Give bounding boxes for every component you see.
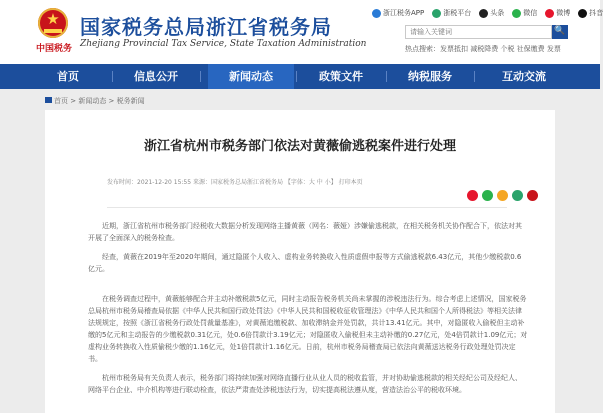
quick-link-weibo[interactable] — [545, 8, 570, 18]
app-icon — [372, 9, 381, 18]
quick-link-label: 浙税平台 — [443, 9, 472, 17]
nav-item-news[interactable]: 新闻动态 — [208, 64, 294, 89]
home-icon — [45, 97, 52, 103]
nav-item-service[interactable]: 纳税服务 — [408, 70, 452, 83]
nav-divider — [474, 71, 475, 82]
article-panel — [45, 110, 555, 413]
quick-link-label: 头条 — [490, 9, 505, 17]
nav-divider — [296, 71, 297, 82]
breadcrumb-text[interactable]: 首页 > 新闻动态 > 税务新闻 — [54, 97, 145, 105]
article-paragraph: 近期，浙江省杭州市税务部门经税收大数据分析发现网络主播黄薇（网名：薇娅）涉嫌偷逃税款，在相关税务机关协作配合下，依法对其开展了全面深入的税务检查。 — [88, 222, 522, 242]
nav-item-interact[interactable]: 互动交流 — [502, 70, 546, 83]
site-subtitle: Zhejiang Provincial Tax Service, State Taxation Administration — [80, 39, 367, 49]
nav-divider — [200, 71, 201, 82]
quick-link-label: 微博 — [556, 9, 571, 17]
nav-item-home[interactable]: 首页 — [57, 70, 79, 83]
douyin-icon — [578, 9, 587, 18]
article-title: 浙江省杭州市税务部门依法对黄薇偷逃税案件进行处理 — [143, 139, 456, 154]
quick-link-platform[interactable] — [432, 8, 471, 18]
nav-item-policy[interactable]: 政策文件 — [319, 70, 363, 83]
nav-item-info[interactable]: 信息公开 — [134, 70, 178, 83]
tax-emblem-icon: ★ — [38, 8, 68, 38]
share-bar — [467, 190, 538, 201]
quick-link-douyin[interactable] — [578, 8, 603, 18]
share-more-icon[interactable] — [527, 190, 538, 201]
quick-link-app[interactable] — [372, 8, 424, 18]
quick-links — [372, 8, 603, 18]
page-cutoff — [45, 403, 555, 413]
article-meta: 发布时间：2021-12-20 15:55 来源：国家税务总局浙江省税务局 【字体：大 中 小】 打印本页 — [107, 179, 363, 186]
hot-search-words[interactable]: 热点搜索：发票抵扣 减税降费 个税 社保缴费 发票 — [405, 45, 561, 53]
wechat-icon — [512, 9, 521, 18]
share-wechat-icon[interactable] — [482, 190, 493, 201]
search-input[interactable]: 请输入关键词 — [405, 25, 552, 39]
article-paragraph: 经查，黄薇在2019年至2020年期间，通过隐匿个人收入、虚构业务转换收入性质虚假申报等方式偷逃税款6.43亿元，其他少缴税款0.6亿元。 — [88, 253, 522, 273]
site-title[interactable]: 国家税务总局浙江省税务局 — [80, 15, 332, 39]
share-friends-icon[interactable] — [512, 190, 523, 201]
toutiao-icon — [479, 9, 488, 18]
search-button[interactable]: 🔍 — [552, 25, 568, 39]
share-weibo-icon[interactable] — [467, 190, 478, 201]
quick-link-label: 浙江税务APP — [383, 9, 425, 17]
platform-icon — [432, 9, 441, 18]
article-paragraph: 在税务调查过程中，黄薇能够配合并主动补缴税款5亿元，同时主动报告税务机关尚未掌握的涉税违法行为。综合考虑上述情况，国家税务总局杭州市税务局稽查局依据《中华人民共和国行政处罚法》《中华人民共和国税收征收管理法》《中华人民共和国个人所得税法》等相关法律法规规定，按照《浙江省税务行政处罚裁量基准》，对黄薇追缴税款、加收滞纳金并处罚款，共计13.41亿元。其中，对隐匿收入偷税但主动补缴的5亿元和主动报告的少缴税款0.31亿元，处0.6倍罚款计3.19亿元；对隐匿收入偷税但未主动补缴的0.27亿元，处4倍罚款计1.09亿元；对虚构业务转换收入性质偷税少缴的1.16亿元，处1倍罚款计1.16亿元。日前，杭州市税务局稽查局已依法向黄薇送达税务行政处理处罚决定书。 — [88, 295, 528, 363]
weibo-icon — [545, 9, 554, 18]
quick-link-label: 抖音 — [589, 9, 603, 17]
quick-link-label: 微信 — [523, 9, 538, 17]
main-nav — [0, 64, 600, 89]
quick-link-wechat[interactable] — [512, 8, 537, 18]
article-paragraph: 杭州市税务局有关负责人表示，税务部门将持续加强对网络直播行业从业人员的税收监管，并对协助偷逃税款的相关经纪公司及经纪人、网络平台企业、中介机构等进行联动检查，依法严肃查处涉税违法行为，切实提高税法遵从度，营造法治公平的税收环境。 — [88, 374, 522, 394]
brand-logo-text: 中国税务 — [36, 44, 73, 54]
share-qzone-icon[interactable] — [497, 190, 508, 201]
site-header — [0, 0, 603, 64]
divider — [107, 207, 507, 208]
quick-link-toutiao[interactable] — [479, 8, 504, 18]
breadcrumb — [45, 96, 145, 106]
